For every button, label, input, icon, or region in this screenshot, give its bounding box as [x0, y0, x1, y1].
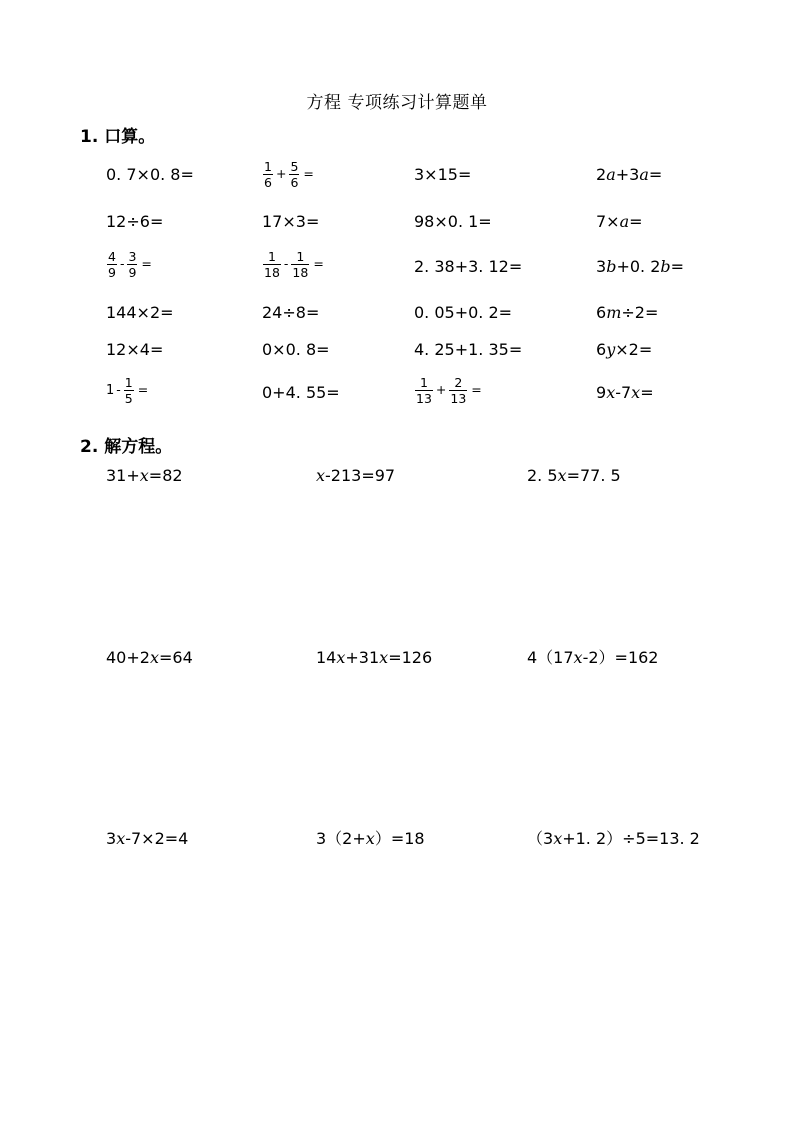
equation-7: 3x-7×2=4 — [106, 829, 189, 848]
fraction: $\frac{5}{6}$ — [290, 159, 299, 191]
oral-problem-r5c2: 0×0. 8= — [262, 340, 330, 359]
fraction: $\frac{1}{18}$ — [292, 249, 309, 281]
equation-5: 14x+31x=126 — [316, 648, 433, 667]
oral-problem-r2c1: 12÷6= — [106, 212, 164, 231]
oral-problem-r1c1: 0. 7×0. 8= — [106, 165, 194, 184]
oral-problem-r6c1: 1 - $\frac{1}{5}$ = — [106, 375, 149, 407]
equation-1: 31+x=82 — [106, 466, 183, 485]
equation-9: （3x+1. 2）÷5=13. 2 — [527, 829, 700, 848]
oral-problem-r5c1: 12×4= — [106, 340, 164, 359]
oral-problem-r4c3: 0. 05+0. 2= — [414, 303, 513, 322]
fraction: $\frac{4}{9}$ — [108, 249, 116, 281]
oral-problem-r6c2: 0+4. 55= — [262, 383, 340, 402]
fraction: $\frac{1}{13}$ — [416, 375, 432, 407]
fraction: $\frac{2}{13}$ — [450, 375, 467, 407]
equation-2: x-213=97 — [316, 466, 396, 485]
section-heading-oral: 1. 口算。 — [80, 127, 156, 147]
oral-problem-r2c3: 98×0. 1= — [414, 212, 492, 231]
oral-problem-r3c1: $\frac{4}{9}$ - $\frac{3}{9}$ = — [108, 249, 152, 281]
oral-problem-r6c3: $\frac{1}{13}$ + $\frac{2}{13}$ = — [416, 375, 482, 407]
oral-problem-r1c4: 2a+3a= — [596, 165, 663, 184]
oral-problem-r2c4: 7×a= — [596, 212, 643, 231]
fraction: $\frac{1}{5}$ — [124, 375, 133, 407]
oral-problem-r3c3: 2. 38+3. 12= — [414, 257, 523, 276]
oral-problem-r5c4: 6y×2= — [596, 340, 653, 359]
section-heading-equations: 2. 解方程。 — [80, 437, 173, 457]
oral-problem-r4c4: 6m÷2= — [596, 303, 659, 322]
fraction: $\frac{1}{18}$ — [264, 249, 280, 281]
oral-problem-r5c3: 4. 25+1. 35= — [414, 340, 523, 359]
oral-problem-r4c2: 24÷8= — [262, 303, 320, 322]
oral-problem-r1c3: 3×15= — [414, 165, 472, 184]
oral-problem-r6c4: 9x-7x= — [596, 383, 654, 402]
equation-4: 40+2x=64 — [106, 648, 193, 667]
oral-problem-r3c2: $\frac{1}{18}$ - $\frac{1}{18}$ = — [264, 249, 324, 281]
oral-problem-r4c1: 144×2= — [106, 303, 174, 322]
equation-3: 2. 5x=77. 5 — [527, 466, 621, 485]
page-title: 方程 专项练习计算题单 — [306, 93, 488, 113]
equation-8: 3（2+x）=18 — [316, 829, 425, 848]
fraction: $\frac{3}{9}$ — [128, 249, 137, 281]
oral-problem-r3c4: 3b+0. 2b= — [596, 257, 685, 276]
oral-problem-r2c2: 17×3= — [262, 212, 320, 231]
equation-6: 4（17x-2）=162 — [527, 648, 659, 667]
oral-problem-r1c2: $\frac{1}{6}$ + $\frac{5}{6}$ = — [264, 159, 314, 191]
fraction: $\frac{1}{6}$ — [264, 159, 272, 191]
